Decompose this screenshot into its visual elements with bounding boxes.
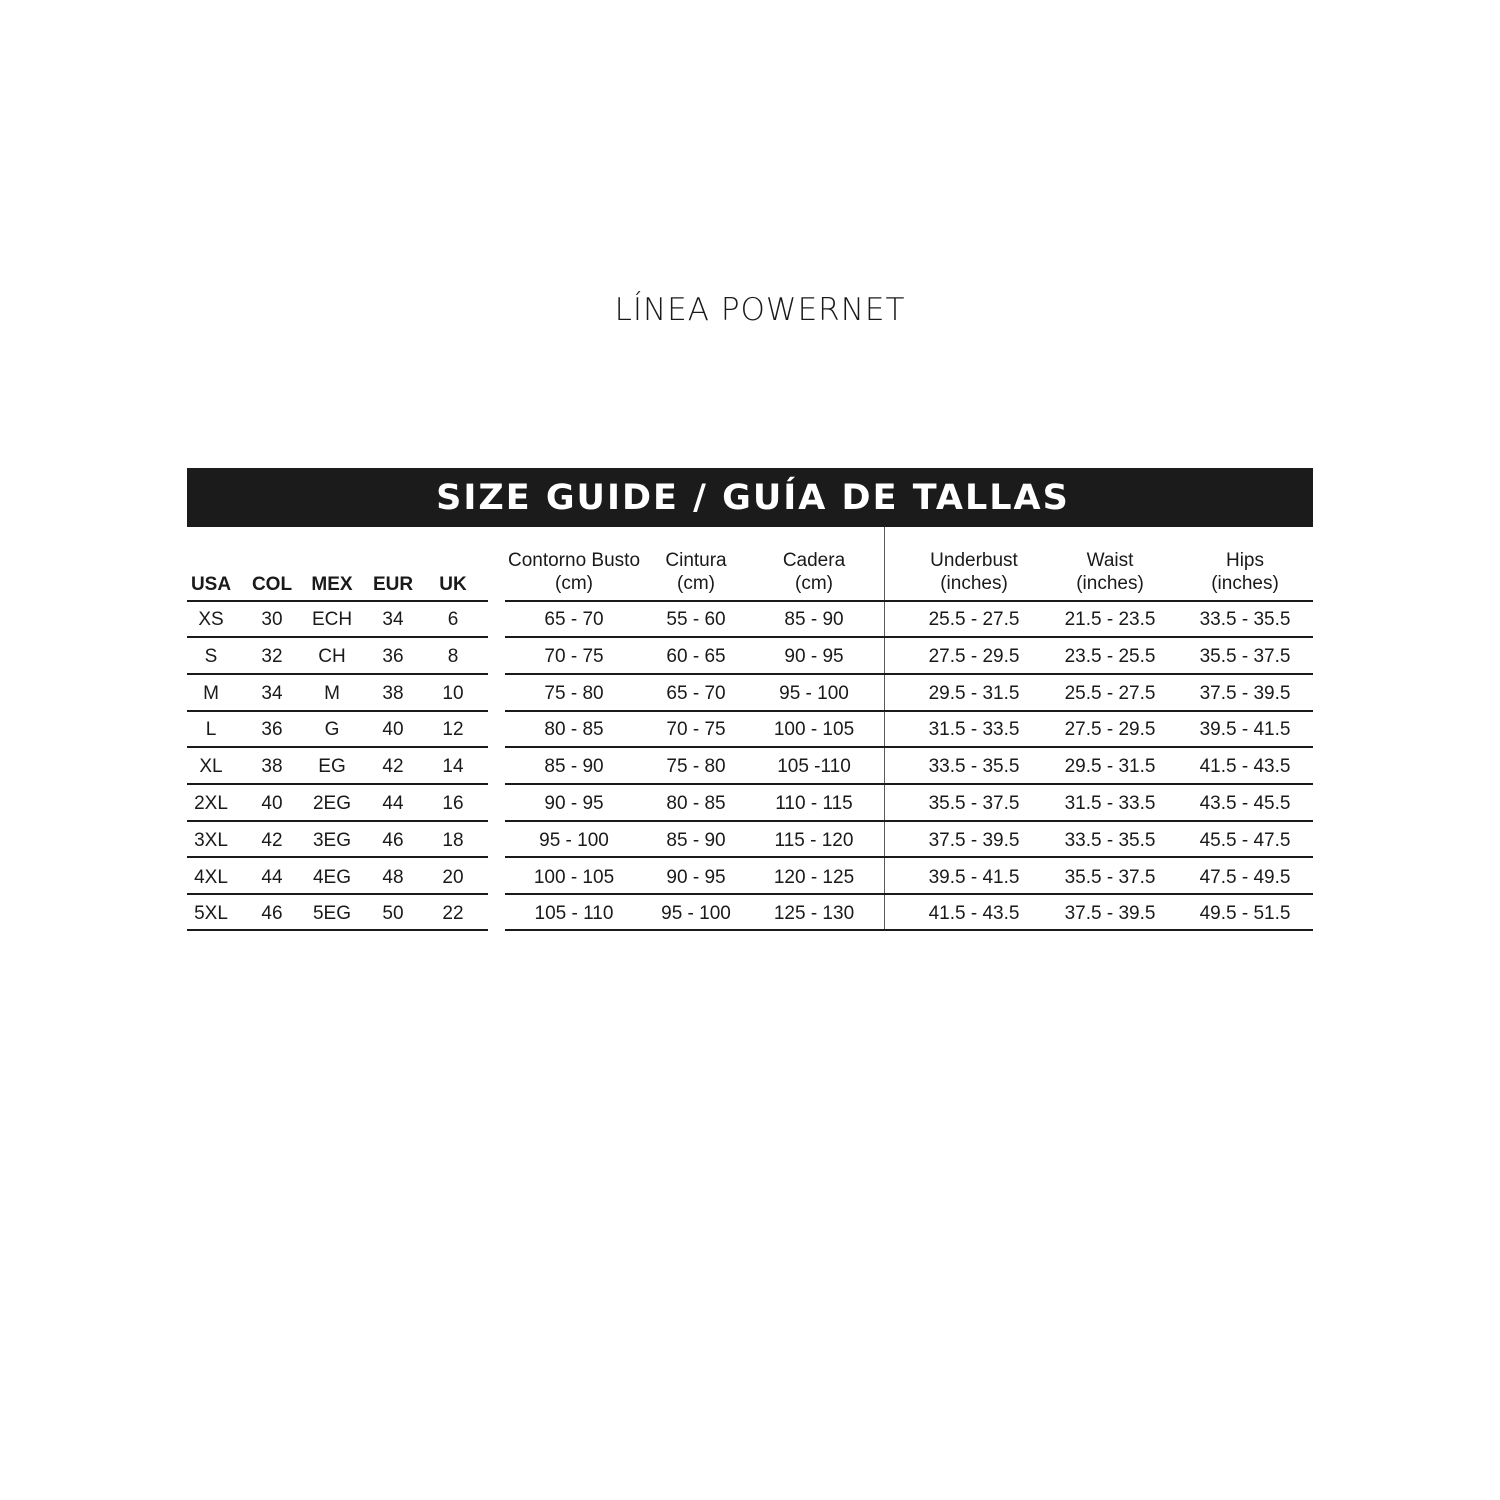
cell-hips: 45.5 - 47.5 (1199, 829, 1291, 851)
cell-uk: 14 (442, 756, 464, 778)
row-divider (187, 783, 488, 785)
cell-contorno-busto: 70 - 75 (544, 645, 604, 667)
cell-eur: 34 (382, 609, 404, 630)
header-usa: USA (190, 574, 232, 595)
cell-mex: ECH (311, 609, 353, 630)
cell-hips: 33.5 - 35.5 (1199, 609, 1291, 630)
row-divider (187, 710, 488, 712)
cell-usa: S (204, 645, 218, 667)
row-divider (187, 929, 488, 931)
cell-usa: L (205, 719, 217, 741)
cell-eur: 42 (382, 756, 404, 778)
cell-cintura: 90 - 95 (666, 866, 726, 888)
cell-cintura: 65 - 70 (666, 682, 726, 704)
cell-eur: 38 (382, 682, 404, 704)
cell-eur: 44 (382, 793, 404, 814)
page-title: LÍNEA POWERNET (614, 292, 906, 328)
header-unit: (cm) (677, 573, 715, 594)
header-unit: (inches) (940, 573, 1008, 594)
row-divider (505, 600, 1313, 602)
cell-col: 40 (261, 793, 283, 814)
row-divider (505, 820, 1313, 822)
cell-mex: 3EG (312, 829, 352, 851)
cell-eur: 48 (382, 866, 404, 888)
header-contorno-busto (494, 549, 654, 595)
cell-mex: 4EG (312, 866, 352, 888)
cell-cintura: 75 - 80 (666, 756, 726, 778)
cell-contorno-busto: 100 - 105 (533, 866, 615, 888)
cell-col: 32 (261, 645, 283, 667)
cell-contorno-busto: 65 - 70 (544, 609, 604, 630)
cell-col: 46 (261, 903, 283, 925)
row-divider (505, 710, 1313, 712)
cell-uk: 22 (442, 903, 464, 925)
cell-mex: EG (318, 756, 346, 778)
header-unit: (inches) (1211, 573, 1279, 594)
row-divider (187, 746, 488, 748)
cell-uk: 6 (447, 609, 459, 630)
cell-cintura: 55 - 60 (666, 609, 726, 630)
cell-cintura: 95 - 100 (661, 903, 731, 925)
header-underbust (904, 549, 1044, 595)
cell-waist: 27.5 - 29.5 (1064, 719, 1156, 741)
header-col: COL (251, 574, 293, 595)
cell-usa: 5XL (194, 903, 228, 925)
row-divider (187, 856, 488, 858)
cell-contorno-busto: 105 - 110 (534, 903, 614, 925)
cell-underbust: 25.5 - 27.5 (928, 609, 1020, 630)
header-uk: UK (439, 574, 467, 595)
header-label: Underbust (930, 550, 1018, 571)
cell-cadera: 90 - 95 (784, 645, 844, 667)
cell-eur: 46 (382, 829, 404, 851)
header-label: Cadera (782, 550, 846, 571)
row-divider (505, 783, 1313, 785)
banner-title: SIZE GUIDE / GUÍA DE TALLAS (436, 477, 1070, 518)
cell-cadera: 95 - 100 (779, 682, 849, 704)
row-divider (187, 893, 488, 895)
cell-contorno-busto: 75 - 80 (544, 682, 604, 704)
cell-hips: 41.5 - 43.5 (1199, 756, 1291, 778)
cell-col: 34 (261, 682, 283, 704)
cell-cintura: 80 - 85 (666, 793, 726, 814)
header-waist (1050, 549, 1170, 595)
cell-cadera: 125 - 130 (773, 903, 855, 925)
cell-hips: 37.5 - 39.5 (1199, 682, 1291, 704)
cell-waist: 37.5 - 39.5 (1064, 903, 1156, 925)
cell-hips: 39.5 - 41.5 (1199, 719, 1291, 741)
cell-cadera: 110 - 115 (775, 793, 853, 814)
cell-uk: 12 (442, 719, 464, 741)
cell-col: 44 (261, 866, 283, 888)
cell-col: 42 (261, 829, 283, 851)
cell-usa: 2XL (194, 793, 228, 814)
cell-contorno-busto: 90 - 95 (544, 793, 604, 814)
header-unit: (inches) (1076, 573, 1144, 594)
cell-underbust: 29.5 - 31.5 (928, 682, 1020, 704)
header-cadera (754, 549, 874, 595)
cell-col: 36 (261, 719, 283, 741)
row-divider (187, 636, 488, 638)
cell-contorno-busto: 95 - 100 (539, 829, 609, 851)
cell-hips: 47.5 - 49.5 (1199, 866, 1291, 888)
cell-cadera: 100 - 105 (773, 719, 855, 741)
cell-underbust: 39.5 - 41.5 (928, 866, 1020, 888)
cell-usa: XL (199, 756, 223, 778)
cell-underbust: 27.5 - 29.5 (928, 645, 1020, 667)
cell-hips: 35.5 - 37.5 (1199, 645, 1291, 667)
cell-waist: 21.5 - 23.5 (1064, 609, 1156, 630)
cell-eur: 50 (382, 903, 404, 925)
cell-cintura: 70 - 75 (666, 719, 726, 741)
header-label: Hips (1225, 550, 1264, 571)
row-divider (187, 820, 488, 822)
cell-underbust: 35.5 - 37.5 (928, 793, 1020, 814)
cell-cadera: 120 - 125 (773, 866, 855, 888)
cell-usa: M (203, 682, 219, 704)
row-divider (505, 636, 1313, 638)
cell-cintura: 85 - 90 (666, 829, 726, 851)
cell-underbust: 33.5 - 35.5 (928, 756, 1020, 778)
cell-contorno-busto: 80 - 85 (544, 719, 604, 741)
cell-col: 30 (261, 609, 283, 630)
cell-waist: 31.5 - 33.5 (1064, 793, 1156, 814)
cell-uk: 10 (442, 682, 464, 704)
cell-uk: 18 (442, 829, 464, 851)
cell-eur: 40 (382, 719, 404, 741)
header-label: Cintura (665, 550, 727, 571)
header-unit: (cm) (555, 573, 593, 594)
cell-waist: 33.5 - 35.5 (1064, 829, 1156, 851)
cell-usa: XS (198, 609, 224, 630)
cell-usa: 3XL (194, 829, 228, 851)
cell-mex: M (324, 682, 340, 704)
cell-waist: 35.5 - 37.5 (1064, 866, 1156, 888)
row-divider (187, 673, 488, 675)
header-mex: MEX (311, 574, 353, 595)
row-divider (505, 673, 1313, 675)
row-divider (505, 929, 1313, 931)
cell-uk: 20 (442, 866, 464, 888)
cell-cadera: 105 -110 (777, 756, 851, 778)
cell-eur: 36 (382, 645, 404, 667)
cell-usa: 4XL (194, 866, 228, 888)
cell-hips: 49.5 - 51.5 (1199, 903, 1291, 925)
row-divider (505, 893, 1313, 895)
cell-cadera: 85 - 90 (784, 609, 844, 630)
cell-underbust: 41.5 - 43.5 (928, 903, 1020, 925)
header-label: Waist (1086, 550, 1134, 571)
header-label: Contorno Busto (507, 550, 641, 571)
header-hips (1180, 549, 1310, 595)
cell-hips: 43.5 - 45.5 (1199, 793, 1291, 814)
cell-waist: 29.5 - 31.5 (1064, 756, 1156, 778)
cell-mex: 2EG (312, 793, 352, 814)
row-divider (505, 856, 1313, 858)
cell-underbust: 37.5 - 39.5 (928, 829, 1020, 851)
cell-waist: 23.5 - 25.5 (1064, 645, 1156, 667)
cell-mex: CH (318, 645, 346, 667)
cell-underbust: 31.5 - 33.5 (928, 719, 1020, 741)
cell-uk: 8 (447, 645, 459, 667)
cell-waist: 25.5 - 27.5 (1064, 682, 1156, 704)
header-cintura (641, 549, 751, 595)
header-unit: (cm) (795, 573, 833, 594)
size-guide-banner (187, 468, 1313, 527)
cell-mex: G (324, 719, 340, 741)
cell-mex: 5EG (312, 903, 352, 925)
row-divider (187, 600, 488, 602)
cell-col: 38 (261, 756, 283, 778)
cell-cintura: 60 - 65 (666, 645, 726, 667)
cell-contorno-busto: 85 - 90 (544, 756, 604, 778)
cm-inches-divider (884, 527, 885, 929)
row-divider (505, 746, 1313, 748)
header-eur: EUR (372, 574, 414, 595)
cell-cadera: 115 - 120 (774, 829, 854, 851)
cell-uk: 16 (442, 793, 464, 814)
